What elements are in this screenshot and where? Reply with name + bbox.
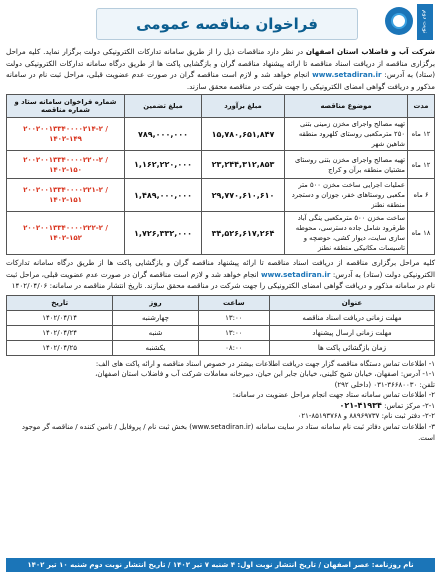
tender-table-header xyxy=(7,95,435,118)
org-name: شرکت آب و فاضلاب استان اصفهان xyxy=(305,47,436,56)
intro-text-2: انجام خواهد شد و لازم است مناقصه گران در صورت عدم عضویت قبلی، مراحل ثبت نام در سامانه مذکور و دریافت گواهی امضای الکترونیکی را جهت شرکت در مناقصه محقق سازند. xyxy=(6,70,435,91)
col-code: شماره فراخوان سامانه ستاد و شماره مناقصه xyxy=(7,95,125,118)
schedule-date: ۱۴۰۲/۰۴/۲۵ xyxy=(7,340,113,355)
table-row xyxy=(7,325,435,340)
schedule-header xyxy=(7,295,435,310)
table-row xyxy=(7,179,435,212)
row-subject: ساخت مخزن ۵۰۰ مترمکعبی ینگی آباد طرقرود شامل جاده دسترسی، محوطه سازی سایت، دیوار کشی، حوضچه و تاسیسات مکانیکی منطقه نطنز xyxy=(285,212,408,255)
col-estimate: مبلغ برآورد xyxy=(202,95,285,118)
schedule-title: زمان بازگشائی پاکت ها xyxy=(270,340,435,355)
schedule-day: یکشنبه xyxy=(113,340,198,355)
schedule-table xyxy=(6,295,435,356)
row-code: ۲۰۰۲۰۰۱۳۳۴۰۰۰۰۲۱۴-۲ / ۱۴۰۲-۱۴۹ xyxy=(7,118,125,151)
schedule-time: ۰۸:۰۰ xyxy=(198,340,269,355)
intro-text-1: در نظر دارد مناقصات ذیل را از طریق سامانه تدارکات الکترونیکی دولت برگزار نماید. کلیه مراحل برگزاری مناقصه از دریافت اسناد مناقصه تا ارائه پیشنهاد مناقصه گران و بازگشایی پاکت ها از طریق درگاه سامانه تدارکات الکترونیکی دولت (ستاد) به آدرس: xyxy=(6,47,435,79)
schedule-date: ۱۴۰۲/۰۴/۲۴ xyxy=(7,325,113,340)
col-duration: مدت xyxy=(408,95,435,118)
col-subject: موضوع مناقصه xyxy=(285,95,408,118)
contact-notes xyxy=(6,359,435,444)
col-time: ساعت xyxy=(198,295,269,310)
water-drop-logo-icon xyxy=(385,7,413,35)
note-2a xyxy=(6,401,435,412)
schedule-title: مهلت زمانی دریافت اسناد مناقصه xyxy=(270,310,435,325)
note-3: ۳- اطلاعات تماس دفاتر ثبت نام سامانه ستاد در سایت سامانه (www.setadiran.ir) بخش ثبت نام / پروفایل / تامین کننده / مناقصه گر موجود است. xyxy=(21,423,435,442)
col-date: تاریخ xyxy=(7,295,113,310)
table-row xyxy=(7,118,435,151)
note-1a: ۱-۱- آدرس: اصفهان، خیابان شیخ کلینی، خیابان جابر ابن حیان، دبیرخانه معاملات شرکت آب و فاضلاب استان اصفهان، xyxy=(95,370,435,379)
title-box xyxy=(96,8,358,40)
table-row xyxy=(7,340,435,355)
row-duration: ۱۲ ماه xyxy=(408,151,435,179)
middle-paragraph xyxy=(6,257,435,292)
table-row xyxy=(7,151,435,179)
row-guarantee: ۱,۱۶۲,۲۲۰,۰۰۰ xyxy=(125,151,202,179)
schedule-day: شنبه xyxy=(113,325,198,340)
row-estimate: ۲۹,۷۷۰,۶۱۰,۶۱۰ xyxy=(202,179,285,212)
table-row xyxy=(7,212,435,255)
note-1: ۱- اطلاعات تماس دستگاه مناقصه گزار جهت دریافت اطلاعات بیشتر در خصوص اسناد مناقصه و ارائه پاکت های الف: xyxy=(95,359,435,368)
col-day: روز xyxy=(113,295,198,310)
schedule-time: ۱۳:۰۰ xyxy=(198,310,269,325)
tender-table xyxy=(6,94,435,255)
row-code: ۲۰۰۲۰۰۱۳۳۴۰۰۰۰۲۲۲-۲ / ۱۴۰۲-۱۵۲ xyxy=(7,212,125,255)
note-1b: تلفن: ۳۶۶۸۰۰۳۰-۰۳۱ (داخلی ۲۹۲) xyxy=(334,380,435,389)
col-guarantee: مبلغ تضمین xyxy=(125,95,202,118)
row-estimate: ۱۵,۷۸۰,۶۵۱,۸۴۷ xyxy=(202,118,285,151)
schedule-date: ۱۴۰۲/۰۴/۱۴ xyxy=(7,310,113,325)
schedule-title: مهلت زمانی ارسال پیشنهاد xyxy=(270,325,435,340)
row-estimate: ۳۴,۵۲۶,۶۱۷,۲۶۴ xyxy=(202,212,285,255)
round-badge: نوبت دوم xyxy=(417,4,433,40)
footer-text: نام روزنامه: عصر اصفهان / تاریخ انتشار نوبت اول: ۴ شنبه ۷ تیر ۱۴۰۲ / تاریخ انتشار نوبت دوم شنبه ۱۰ تیر ۱۴۰۲ xyxy=(27,561,414,569)
row-guarantee: ۱,۴۸۹,۰۰۰,۰۰۰ xyxy=(125,179,202,212)
row-guarantee: ۱,۷۲۶,۳۳۲,۰۰۰ xyxy=(125,212,202,255)
intro-paragraph xyxy=(6,46,435,92)
publication-footer xyxy=(6,558,435,572)
note-2b: ۲-۲- دفتر ثبت نام: ۸۸۹۶۹۷۳۷ و ۸۵۱۹۳۷۶۸-۰۲۱ xyxy=(297,412,435,421)
note-2a-phone: ۰۲۱-۴۱۹۳۴ xyxy=(339,400,382,410)
setad-link[interactable]: www.setadiran.ir xyxy=(312,70,382,79)
schedule-time: ۱۳:۰۰ xyxy=(198,325,269,340)
middle-text-2: انجام خواهد شد و لازم است مناقصه گران در صورت عدم عضویت قبلی، مراحل ثبت نام در سامانه مذکور و دریافت گواهی امضای الکترونیکی را جهت شرکت در مناقصه محقق سازند. تاریخ انتشار مناقصه در سامانه: ۱۴۰۲/۰۴/۰۶ xyxy=(6,269,435,290)
row-code: ۲۰۰۲۰۰۱۳۳۴۰۰۰۰۲۲۰-۲ / ۱۴۰۲-۱۵۰ xyxy=(7,151,125,179)
row-subject: تهیه مصالح واجرای مخزن زمینی بتنی ۲۵۰ مترمکعبی روستای کلهرود منطقه شاهین شهر xyxy=(285,118,408,151)
col-title: عنوان xyxy=(270,295,435,310)
table-row xyxy=(7,310,435,325)
note-2a-label: ۲-۱- مرکز تماس: xyxy=(381,401,435,410)
middle-text-1: کلیه مراحل برگزاری مناقصه از دریافت اسناد مناقصه تا ارائه پیشنهاد مناقصه گران و بازگشایی پاکت ها از طریق درگاه سامانه تدارکات الکترونیکی دولت (ستاد) به آدرس: xyxy=(6,258,435,279)
notice-header xyxy=(6,4,435,44)
row-duration: ۱۲ ماه xyxy=(408,118,435,151)
row-estimate: ۲۳,۲۴۴,۳۱۲,۸۵۳ xyxy=(202,151,285,179)
row-duration: ۱۸ ماه xyxy=(408,212,435,255)
row-guarantee: ۷۸۹,۰۰۰,۰۰۰ xyxy=(125,118,202,151)
row-code: ۲۰۰۲۰۰۱۳۳۴۰۰۰۰۲۲۱-۲ / ۱۴۰۲-۱۵۱ xyxy=(7,179,125,212)
schedule-day: چهارشنبه xyxy=(113,310,198,325)
row-subject: تهیه مصالح واجرای مخزن بتنی روستای مشتیان منطقه برآن و کراج xyxy=(285,151,408,179)
setad-link-2[interactable]: www.setadiran.ir xyxy=(260,269,331,279)
note-2: ۲- اطلاعات تماس سامانه ستاد جهت انجام مراحل عضویت در سامانه: xyxy=(232,391,435,400)
row-duration: ۶ ماه xyxy=(408,179,435,212)
page-title: فراخوان مناقصه عمومی xyxy=(136,15,318,33)
row-subject: عملیات اجرایی ساخت مخزن ۵۰۰ متر مکعبی روستاهای خفر، جوزان و دستجرد منطقه نطنز xyxy=(285,179,408,212)
